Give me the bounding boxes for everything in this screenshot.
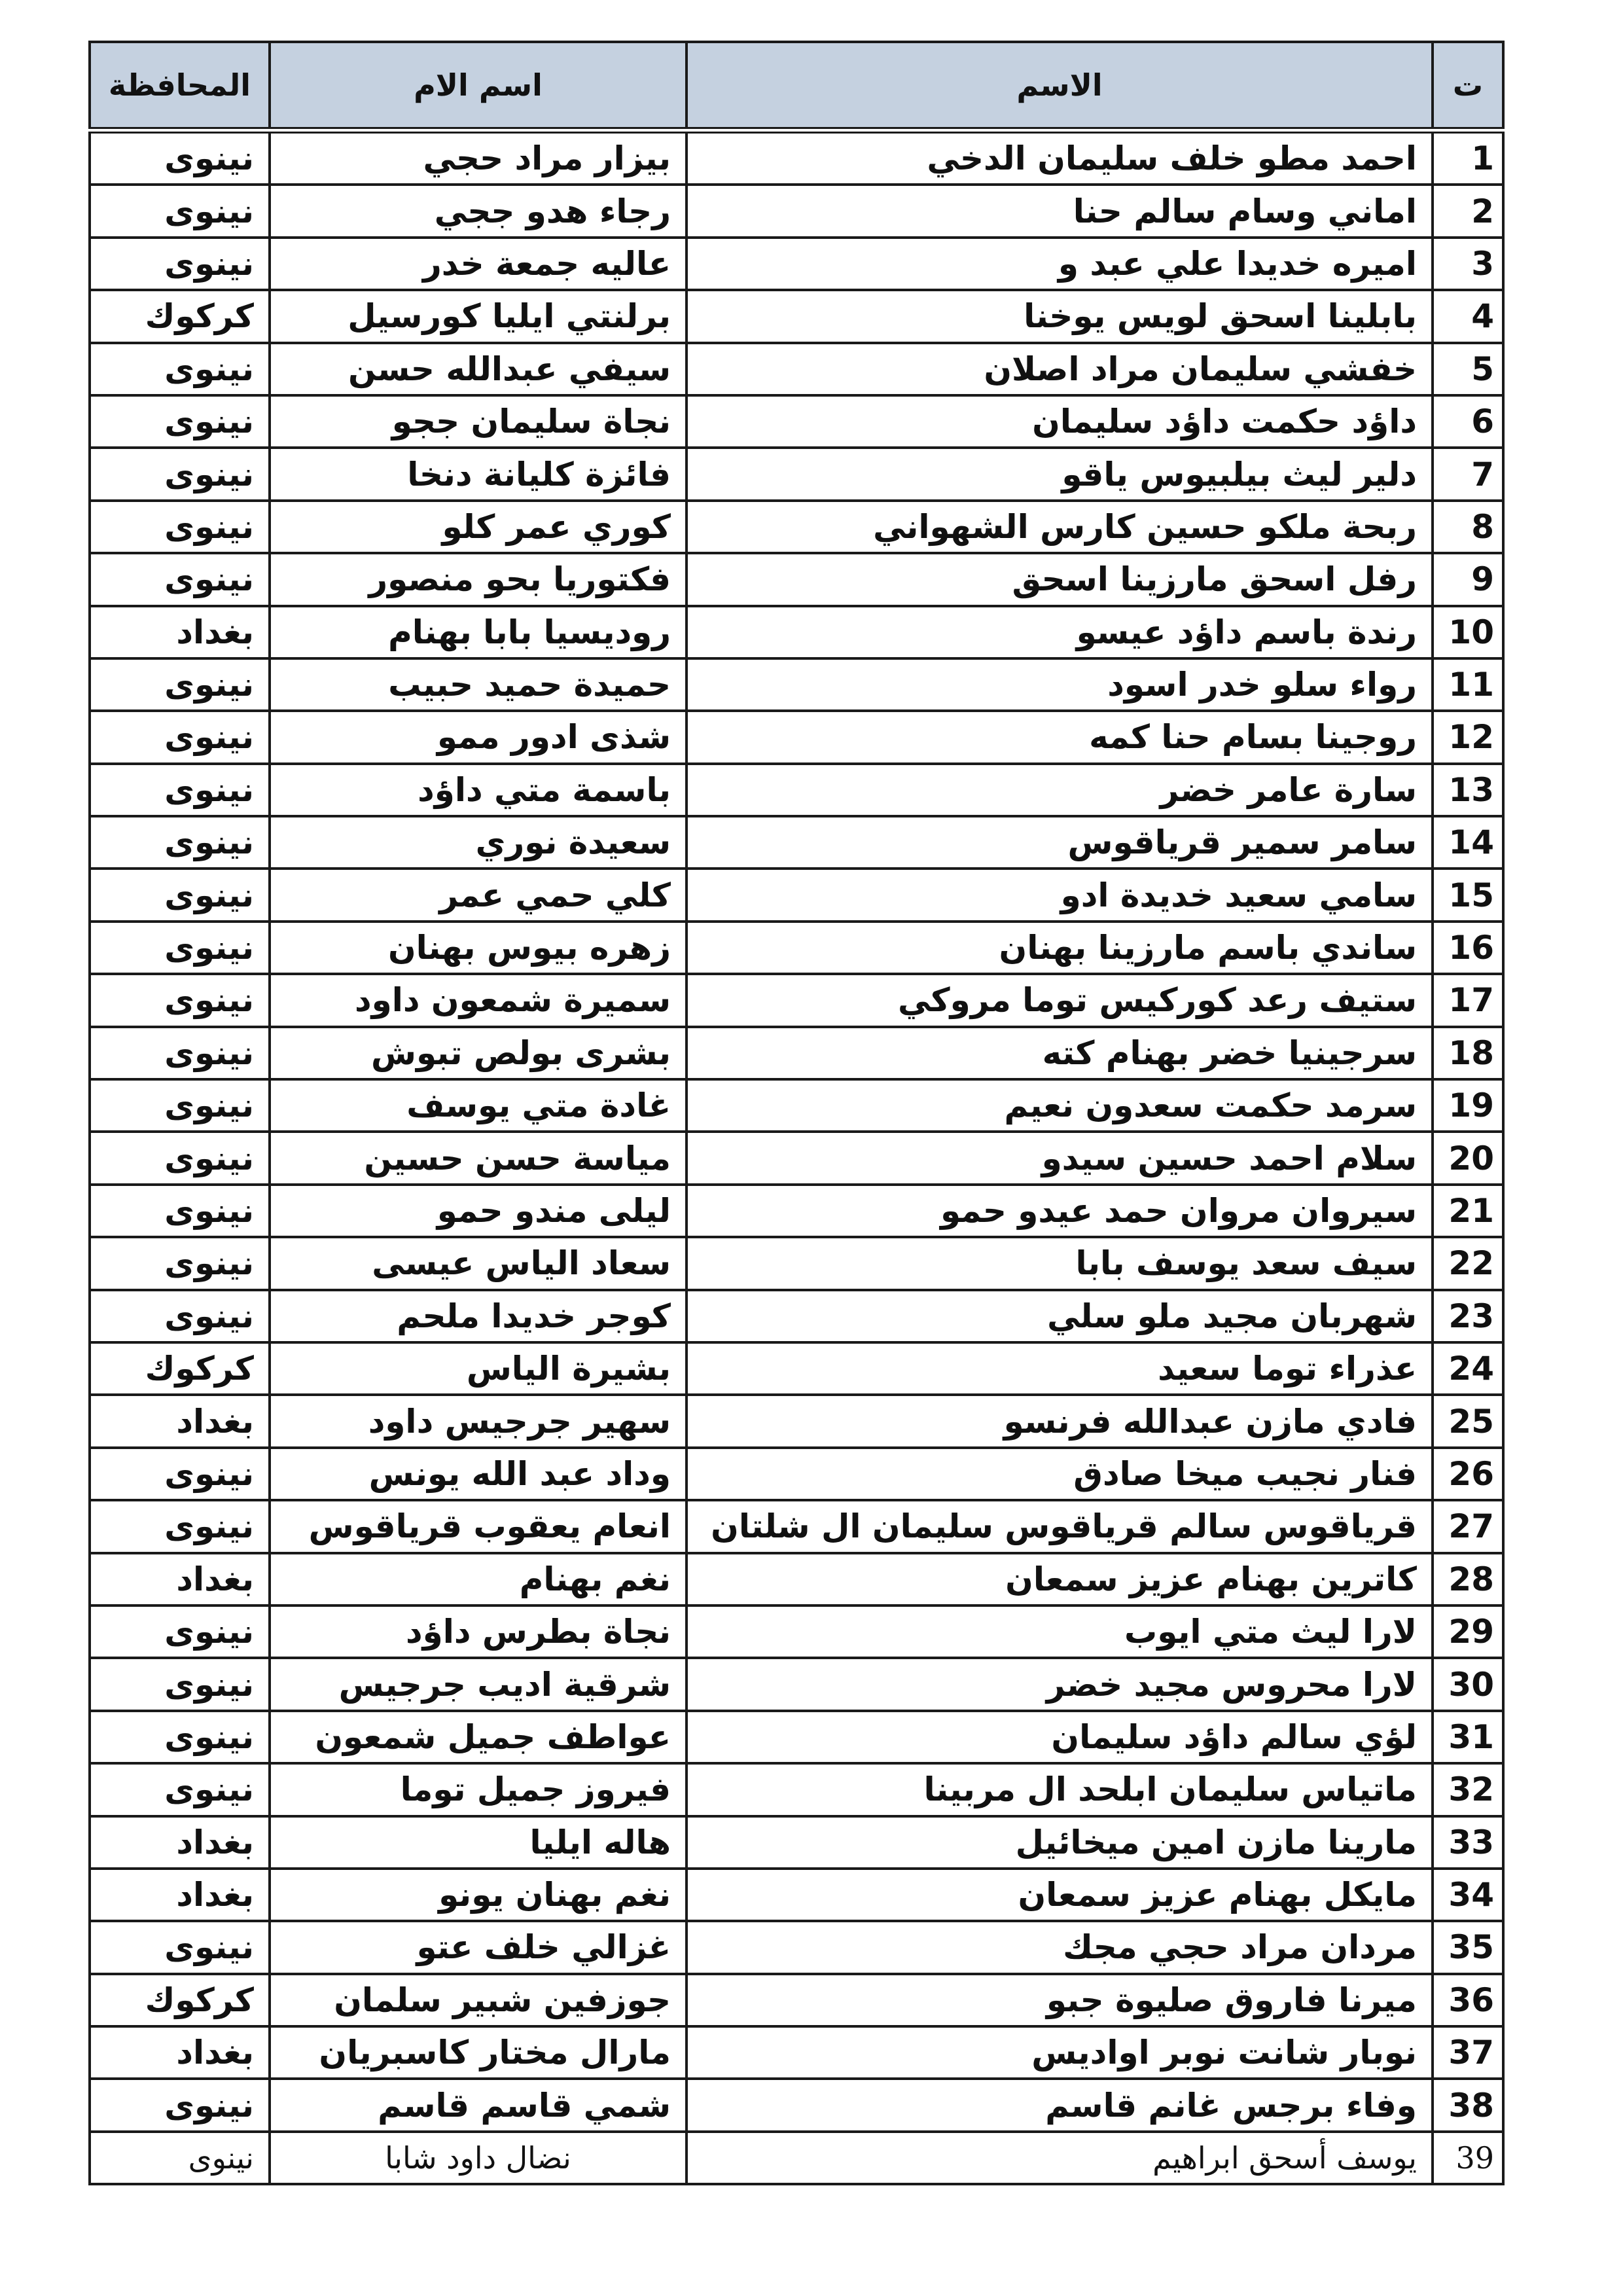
row-mother-name: سيفي عبدالله حسن	[270, 343, 687, 395]
row-governorate: نينوى	[90, 1763, 270, 1816]
row-name: سيروان مروان حمد عيدو حمو	[687, 1185, 1433, 1237]
table-row	[90, 2026, 1503, 2079]
row-governorate: نينوى	[90, 238, 270, 290]
row-name: اماني وسام سالم حنا	[687, 185, 1433, 237]
row-mother-name: حميدة حميد حبيب	[270, 658, 687, 711]
table-row	[90, 1290, 1503, 1342]
table-row	[90, 816, 1503, 869]
row-name: لارا ليث متي ايوب	[687, 1605, 1433, 1658]
row-mother-name: نغم بهنام	[270, 1553, 687, 1605]
row-mother-name: بشرى بولص تبوش	[270, 1027, 687, 1079]
table-row	[90, 343, 1503, 395]
row-number: 25	[1433, 1395, 1503, 1447]
row-number: 21	[1433, 1185, 1503, 1237]
row-governorate: نينوى	[90, 1237, 270, 1289]
row-governorate: بغداد	[90, 606, 270, 658]
header-name: الاسم	[687, 42, 1433, 130]
row-number: 11	[1433, 658, 1503, 711]
table-row	[90, 1448, 1503, 1500]
row-governorate: كركوك	[90, 1974, 270, 2026]
row-governorate: نينوى	[90, 1079, 270, 1132]
table-row	[90, 238, 1503, 290]
row-mother-name: جوزفين شبير سلمان	[270, 1974, 687, 2026]
row-name: دلير ليث بيلبيوس ياقو	[687, 448, 1433, 500]
row-name: وفاء برجس غانم قاسم	[687, 2079, 1433, 2131]
table-row	[90, 1816, 1503, 1869]
row-mother-name: هاله ايليا	[270, 1816, 687, 1869]
table-row	[90, 290, 1503, 342]
row-governorate: نينوى	[90, 395, 270, 448]
table-row	[90, 553, 1503, 605]
row-name: سرجينيا خضر بهنام كته	[687, 1027, 1433, 1079]
row-governorate: نينوى	[90, 658, 270, 711]
row-mother-name: نغم بهنان يونو	[270, 1869, 687, 1921]
row-number: 6	[1433, 395, 1503, 448]
row-number: 10	[1433, 606, 1503, 658]
row-name: ماتياس سليمان ابلحد ال مربينا	[687, 1763, 1433, 1816]
row-number: 36	[1433, 1974, 1503, 2026]
row-governorate: كركوك	[90, 1342, 270, 1395]
row-name: عذراء توما سعيد	[687, 1342, 1433, 1395]
table-row	[90, 1079, 1503, 1132]
row-name: كاترين بهنام عزيز سمعان	[687, 1553, 1433, 1605]
row-mother-name: فيروز جميل توما	[270, 1763, 687, 1816]
row-name: رندة باسم داؤد عيسو	[687, 606, 1433, 658]
row-number: 37	[1433, 2026, 1503, 2079]
row-name: ربحة ملكو حسين كارس الشهواني	[687, 501, 1433, 553]
table-row	[90, 2132, 1503, 2184]
row-number: 19	[1433, 1079, 1503, 1132]
row-governorate: نينوى	[90, 2079, 270, 2131]
table-row	[90, 501, 1503, 553]
row-name: احمد مطو خلف سليمان الدخي	[687, 130, 1433, 185]
table-row	[90, 711, 1503, 763]
table-row	[90, 922, 1503, 974]
row-mother-name: روديسيا بابا بهنام	[270, 606, 687, 658]
row-number: 28	[1433, 1553, 1503, 1605]
row-name: مردان مراد حجي مجك	[687, 1921, 1433, 1973]
table-row	[90, 448, 1503, 500]
row-number: 1	[1433, 130, 1503, 185]
row-name: سيف سعد يوسف بابا	[687, 1237, 1433, 1289]
row-name: فادي مازن عبدالله فرنسو	[687, 1395, 1433, 1447]
row-number: 12	[1433, 711, 1503, 763]
row-mother-name: باسمة متي داؤد	[270, 764, 687, 816]
row-name: يوسف أسحق ابراهيم	[687, 2132, 1433, 2184]
row-governorate: نينوى	[90, 1500, 270, 1552]
row-name: نوبار شانت نوبر اواديس	[687, 2026, 1433, 2079]
row-name: بابلينا اسحق لويس يوخنا	[687, 290, 1433, 342]
table-row	[90, 1553, 1503, 1605]
row-name: سامي سعيد خديدة ادو	[687, 869, 1433, 921]
header-row	[90, 42, 1503, 130]
row-name: رواء سلو خدر اسود	[687, 658, 1433, 711]
table-row	[90, 1342, 1503, 1395]
row-number: 23	[1433, 1290, 1503, 1342]
row-governorate: بغداد	[90, 1816, 270, 1869]
row-number: 34	[1433, 1869, 1503, 1921]
row-number: 38	[1433, 2079, 1503, 2131]
row-name: اميره خديدا علي عبد و	[687, 238, 1433, 290]
row-governorate: نينوى	[90, 448, 270, 500]
row-mother-name: كوجر خديدا ملحم	[270, 1290, 687, 1342]
row-governorate: نينوى	[90, 869, 270, 921]
row-mother-name: سعيدة نوري	[270, 816, 687, 869]
row-number: 30	[1433, 1658, 1503, 1710]
row-name: ساندي باسم مارزينا بهنان	[687, 922, 1433, 974]
row-number: 2	[1433, 185, 1503, 237]
row-mother-name: كوري عمر كلو	[270, 501, 687, 553]
row-governorate: نينوى	[90, 501, 270, 553]
row-number: 26	[1433, 1448, 1503, 1500]
row-governorate: نينوى	[90, 343, 270, 395]
row-governorate: نينوى	[90, 922, 270, 974]
table-row	[90, 1605, 1503, 1658]
row-governorate: نينوى	[90, 1658, 270, 1710]
row-mother-name: شمي قاسم قاسم	[270, 2079, 687, 2131]
row-governorate: بغداد	[90, 2026, 270, 2079]
row-mother-name: نجاة سليمان ججو	[270, 395, 687, 448]
table-row	[90, 658, 1503, 711]
row-number: 31	[1433, 1711, 1503, 1763]
table-row	[90, 869, 1503, 921]
row-governorate: نينوى	[90, 130, 270, 185]
table-row	[90, 1763, 1503, 1816]
row-governorate: نينوى	[90, 1711, 270, 1763]
row-number: 9	[1433, 553, 1503, 605]
row-name: قرياقوس سالم قرياقوس سليمان ال شلتان	[687, 1500, 1433, 1552]
table-row	[90, 1132, 1503, 1184]
row-number: 29	[1433, 1605, 1503, 1658]
row-name: سلام احمد حسين سيدو	[687, 1132, 1433, 1184]
row-mother-name: بيزار مراد حجي	[270, 130, 687, 185]
row-number: 7	[1433, 448, 1503, 500]
row-governorate: نينوى	[90, 816, 270, 869]
row-number: 5	[1433, 343, 1503, 395]
row-number: 20	[1433, 1132, 1503, 1184]
row-mother-name: شذى ادور ممو	[270, 711, 687, 763]
row-name: ميرنا فاروق صليوة جبو	[687, 1974, 1433, 2026]
table-row	[90, 1921, 1503, 1973]
row-number: 32	[1433, 1763, 1503, 1816]
header-number: ت	[1433, 42, 1503, 130]
row-mother-name: غزالي خلف عتو	[270, 1921, 687, 1973]
row-mother-name: فائزة كليانة دنخا	[270, 448, 687, 500]
row-mother-name: عاليه جمعة خدر	[270, 238, 687, 290]
row-governorate: بغداد	[90, 1869, 270, 1921]
row-governorate: نينوى	[90, 1027, 270, 1079]
table-row	[90, 1869, 1503, 1921]
row-governorate: نينوى	[90, 711, 270, 763]
row-name: شهربان مجيد ملو سلي	[687, 1290, 1433, 1342]
row-number: 22	[1433, 1237, 1503, 1289]
table-row	[90, 185, 1503, 237]
row-governorate: نينوى	[90, 974, 270, 1026]
row-name: لؤي سالم داؤد سليمان	[687, 1711, 1433, 1763]
table-row	[90, 130, 1503, 185]
table-row	[90, 1658, 1503, 1710]
row-governorate: نينوى	[90, 764, 270, 816]
row-name: سامر سمير قرياقوس	[687, 816, 1433, 869]
row-governorate: نينوى	[90, 553, 270, 605]
row-governorate: نينوى	[90, 2132, 270, 2184]
table-row	[90, 974, 1503, 1026]
table-row	[90, 1027, 1503, 1079]
row-number: 33	[1433, 1816, 1503, 1869]
row-name: فنار نجيب ميخا صادق	[687, 1448, 1433, 1500]
row-number: 8	[1433, 501, 1503, 553]
row-mother-name: كلي حمي عمر	[270, 869, 687, 921]
table-row	[90, 1500, 1503, 1552]
row-mother-name: شرقية اديب جرجيس	[270, 1658, 687, 1710]
row-number: 3	[1433, 238, 1503, 290]
header-governorate: المحافظة	[90, 42, 270, 130]
row-number: 16	[1433, 922, 1503, 974]
names-table	[88, 41, 1505, 2185]
row-mother-name: بشيرة الياس	[270, 1342, 687, 1395]
row-name: داؤد حكمت داؤد سليمان	[687, 395, 1433, 448]
row-mother-name: مارال مختار كاسبريان	[270, 2026, 687, 2079]
table-row	[90, 2079, 1503, 2131]
row-mother-name: ليلى مندو حمو	[270, 1185, 687, 1237]
row-name: خفشي سليمان مراد اصلان	[687, 343, 1433, 395]
row-governorate: نينوى	[90, 1132, 270, 1184]
row-mother-name: سعاد الياس عيسى	[270, 1237, 687, 1289]
row-number: 18	[1433, 1027, 1503, 1079]
table-row	[90, 1395, 1503, 1447]
row-number: 17	[1433, 974, 1503, 1026]
table-row	[90, 764, 1503, 816]
row-name: مايكل بهنام عزيز سمعان	[687, 1869, 1433, 1921]
row-mother-name: رجاء هدو ججي	[270, 185, 687, 237]
document-sheet	[88, 41, 1502, 2185]
table-row	[90, 395, 1503, 448]
row-name: سارة عامر خضر	[687, 764, 1433, 816]
row-number: 24	[1433, 1342, 1503, 1395]
row-mother-name: نضال داود شابا	[270, 2132, 687, 2184]
row-number: 27	[1433, 1500, 1503, 1552]
row-governorate: كركوك	[90, 290, 270, 342]
row-governorate: نينوى	[90, 1290, 270, 1342]
row-governorate: نينوى	[90, 1921, 270, 1973]
row-mother-name: عواطف جميل شمعون	[270, 1711, 687, 1763]
row-mother-name: فكتوريا بحو منصور	[270, 553, 687, 605]
row-number: 14	[1433, 816, 1503, 869]
row-number: 39	[1433, 2132, 1503, 2184]
table-row	[90, 1185, 1503, 1237]
row-mother-name: زهره بيوس بهنان	[270, 922, 687, 974]
row-number: 4	[1433, 290, 1503, 342]
row-mother-name: مياسة حسن حسين	[270, 1132, 687, 1184]
row-name: رفل اسحق مارزينا اسحق	[687, 553, 1433, 605]
row-governorate: نينوى	[90, 185, 270, 237]
row-mother-name: انعام يعقوب قرياقوس	[270, 1500, 687, 1552]
row-name: مارينا مازن امين ميخائيل	[687, 1816, 1433, 1869]
row-mother-name: غادة متي يوسف	[270, 1079, 687, 1132]
table-row	[90, 1237, 1503, 1289]
row-number: 13	[1433, 764, 1503, 816]
row-governorate: نينوى	[90, 1185, 270, 1237]
table-row	[90, 606, 1503, 658]
row-mother-name: نجاة بطرس داؤد	[270, 1605, 687, 1658]
row-name: سرمد حكمت سعدون نعيم	[687, 1079, 1433, 1132]
row-name: روجينا بسام حنا كمه	[687, 711, 1433, 763]
row-name: لارا محروس مجيد خضر	[687, 1658, 1433, 1710]
row-mother-name: سميرة شمعون داود	[270, 974, 687, 1026]
table-body	[90, 130, 1503, 2184]
row-governorate: بغداد	[90, 1395, 270, 1447]
row-name: ستيف رعد كوركيس توما مروكي	[687, 974, 1433, 1026]
row-mother-name: سهير جرجيس داود	[270, 1395, 687, 1447]
row-governorate: بغداد	[90, 1553, 270, 1605]
row-governorate: نينوى	[90, 1605, 270, 1658]
row-mother-name: وداد عبد الله يونس	[270, 1448, 687, 1500]
row-number: 15	[1433, 869, 1503, 921]
header-mother: اسم الام	[270, 42, 687, 130]
row-mother-name: برلنتي ايليا كورسيل	[270, 290, 687, 342]
table-row	[90, 1711, 1503, 1763]
table-row	[90, 1974, 1503, 2026]
row-governorate: نينوى	[90, 1448, 270, 1500]
row-number: 35	[1433, 1921, 1503, 1973]
